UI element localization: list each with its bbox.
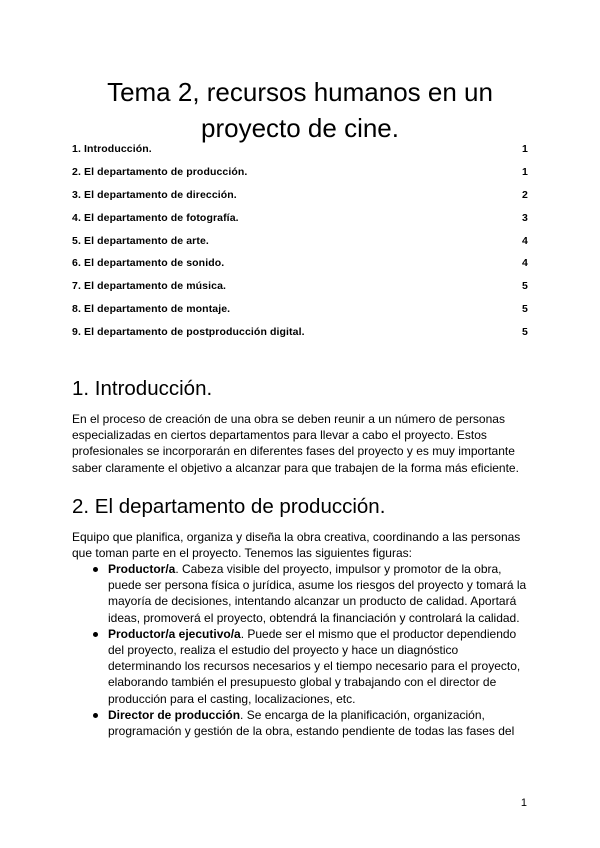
section-heading-introduccion: 1. Introducción. [72, 377, 213, 400]
toc-entry[interactable] [72, 189, 528, 212]
toc-entry-label: 8. El departamento de montaje. [72, 303, 231, 316]
role-description: . Puede ser el mismo que el productor dependiendo del proyecto, realiza el estudio del proyecto y hace un diagnóstico determinando los recursos necesarios y el tiempo necesario para el proyecto, elaborando también el presupuesto global y trabajando con el director de producción para el casting, localizaciones, etc. [108, 626, 521, 706]
toc-entry-label: 9. El departamento de postproducción digital. [72, 326, 305, 339]
role-description: . Se encarga de la planificación, organización, programación y gestión de la obra, estando pendiente de todas las fases del [108, 707, 515, 739]
toc-entry-page: 5 [522, 326, 528, 339]
toc-entry[interactable] [72, 280, 528, 303]
toc-entry-page: 5 [522, 303, 528, 316]
list-item [108, 626, 528, 707]
section-introduccion-body: En el proceso de creación de una obra se deben reunir a un número de personas especializadas en ciertos departamentos para llevar a cabo el proyecto. Estos profesionales se incorporarán en diferentes fases del proyecto y es muy importante saber claramente el objetivo a alcanzar para que trabajen de la forma más eficiente. [72, 412, 519, 475]
toc-entry-label: 3. El departamento de dirección. [72, 188, 237, 201]
toc-entry-page: 1 [522, 165, 528, 178]
role-term: Productor/a ejecutivo/a [108, 626, 241, 641]
role-term: Productor/a [108, 562, 176, 576]
toc-entry-label: 5. El departamento de arte. [72, 234, 209, 247]
toc-entry[interactable] [72, 326, 528, 349]
list-item [108, 707, 528, 739]
section-heading-produccion: 2. El departamento de producción. [72, 495, 386, 518]
section-produccion-intro: Equipo que planifica, organiza y diseña la obra creativa, coordinando a las personas que toman parte en el proyecto. Tenemos las siguientes figuras: [72, 530, 521, 561]
toc-entry[interactable] [72, 235, 528, 258]
toc-entry[interactable] [72, 166, 528, 189]
toc-entry[interactable] [72, 212, 528, 235]
list-item [108, 561, 528, 626]
toc-entry-label: 7. El departamento de música. [72, 280, 227, 293]
document-title: Tema 2, recursos humanos en un proyecto de cine. [107, 77, 493, 143]
production-roles-list [108, 561, 528, 739]
toc-entry-page: 4 [522, 257, 528, 270]
toc-entry-label: 2. El departamento de producción. [72, 165, 248, 178]
toc-entry[interactable] [72, 257, 528, 280]
toc-entry-page: 5 [522, 280, 528, 293]
toc-entry-page: 4 [522, 234, 528, 247]
role-description: . Cabeza visible del proyecto, impulsor y promotor de la obra, puede ser persona física o jurídica, asume los riesgos del proyecto y tomará la mayoría de decisiones, intentando alcanzar un producto de calidad. Aportará ideas, promoverá el proyecto, obtendrá la financiación y controlará la calidad. [108, 562, 527, 625]
toc-entry-label: 4. El departamento de fotografía. [72, 211, 239, 224]
role-term: Director de producción [108, 707, 241, 722]
toc-entry[interactable] [72, 303, 528, 326]
page-number: 1 [520, 797, 527, 809]
toc-entry[interactable] [72, 143, 528, 166]
table-of-contents [72, 143, 528, 349]
toc-entry-page: 1 [522, 143, 528, 155]
toc-entry-page: 2 [522, 188, 528, 201]
toc-entry-label: 1. Introducción. [72, 143, 152, 155]
toc-entry-label: 6. El departamento de sonido. [72, 257, 225, 270]
toc-entry-page: 3 [522, 211, 528, 224]
